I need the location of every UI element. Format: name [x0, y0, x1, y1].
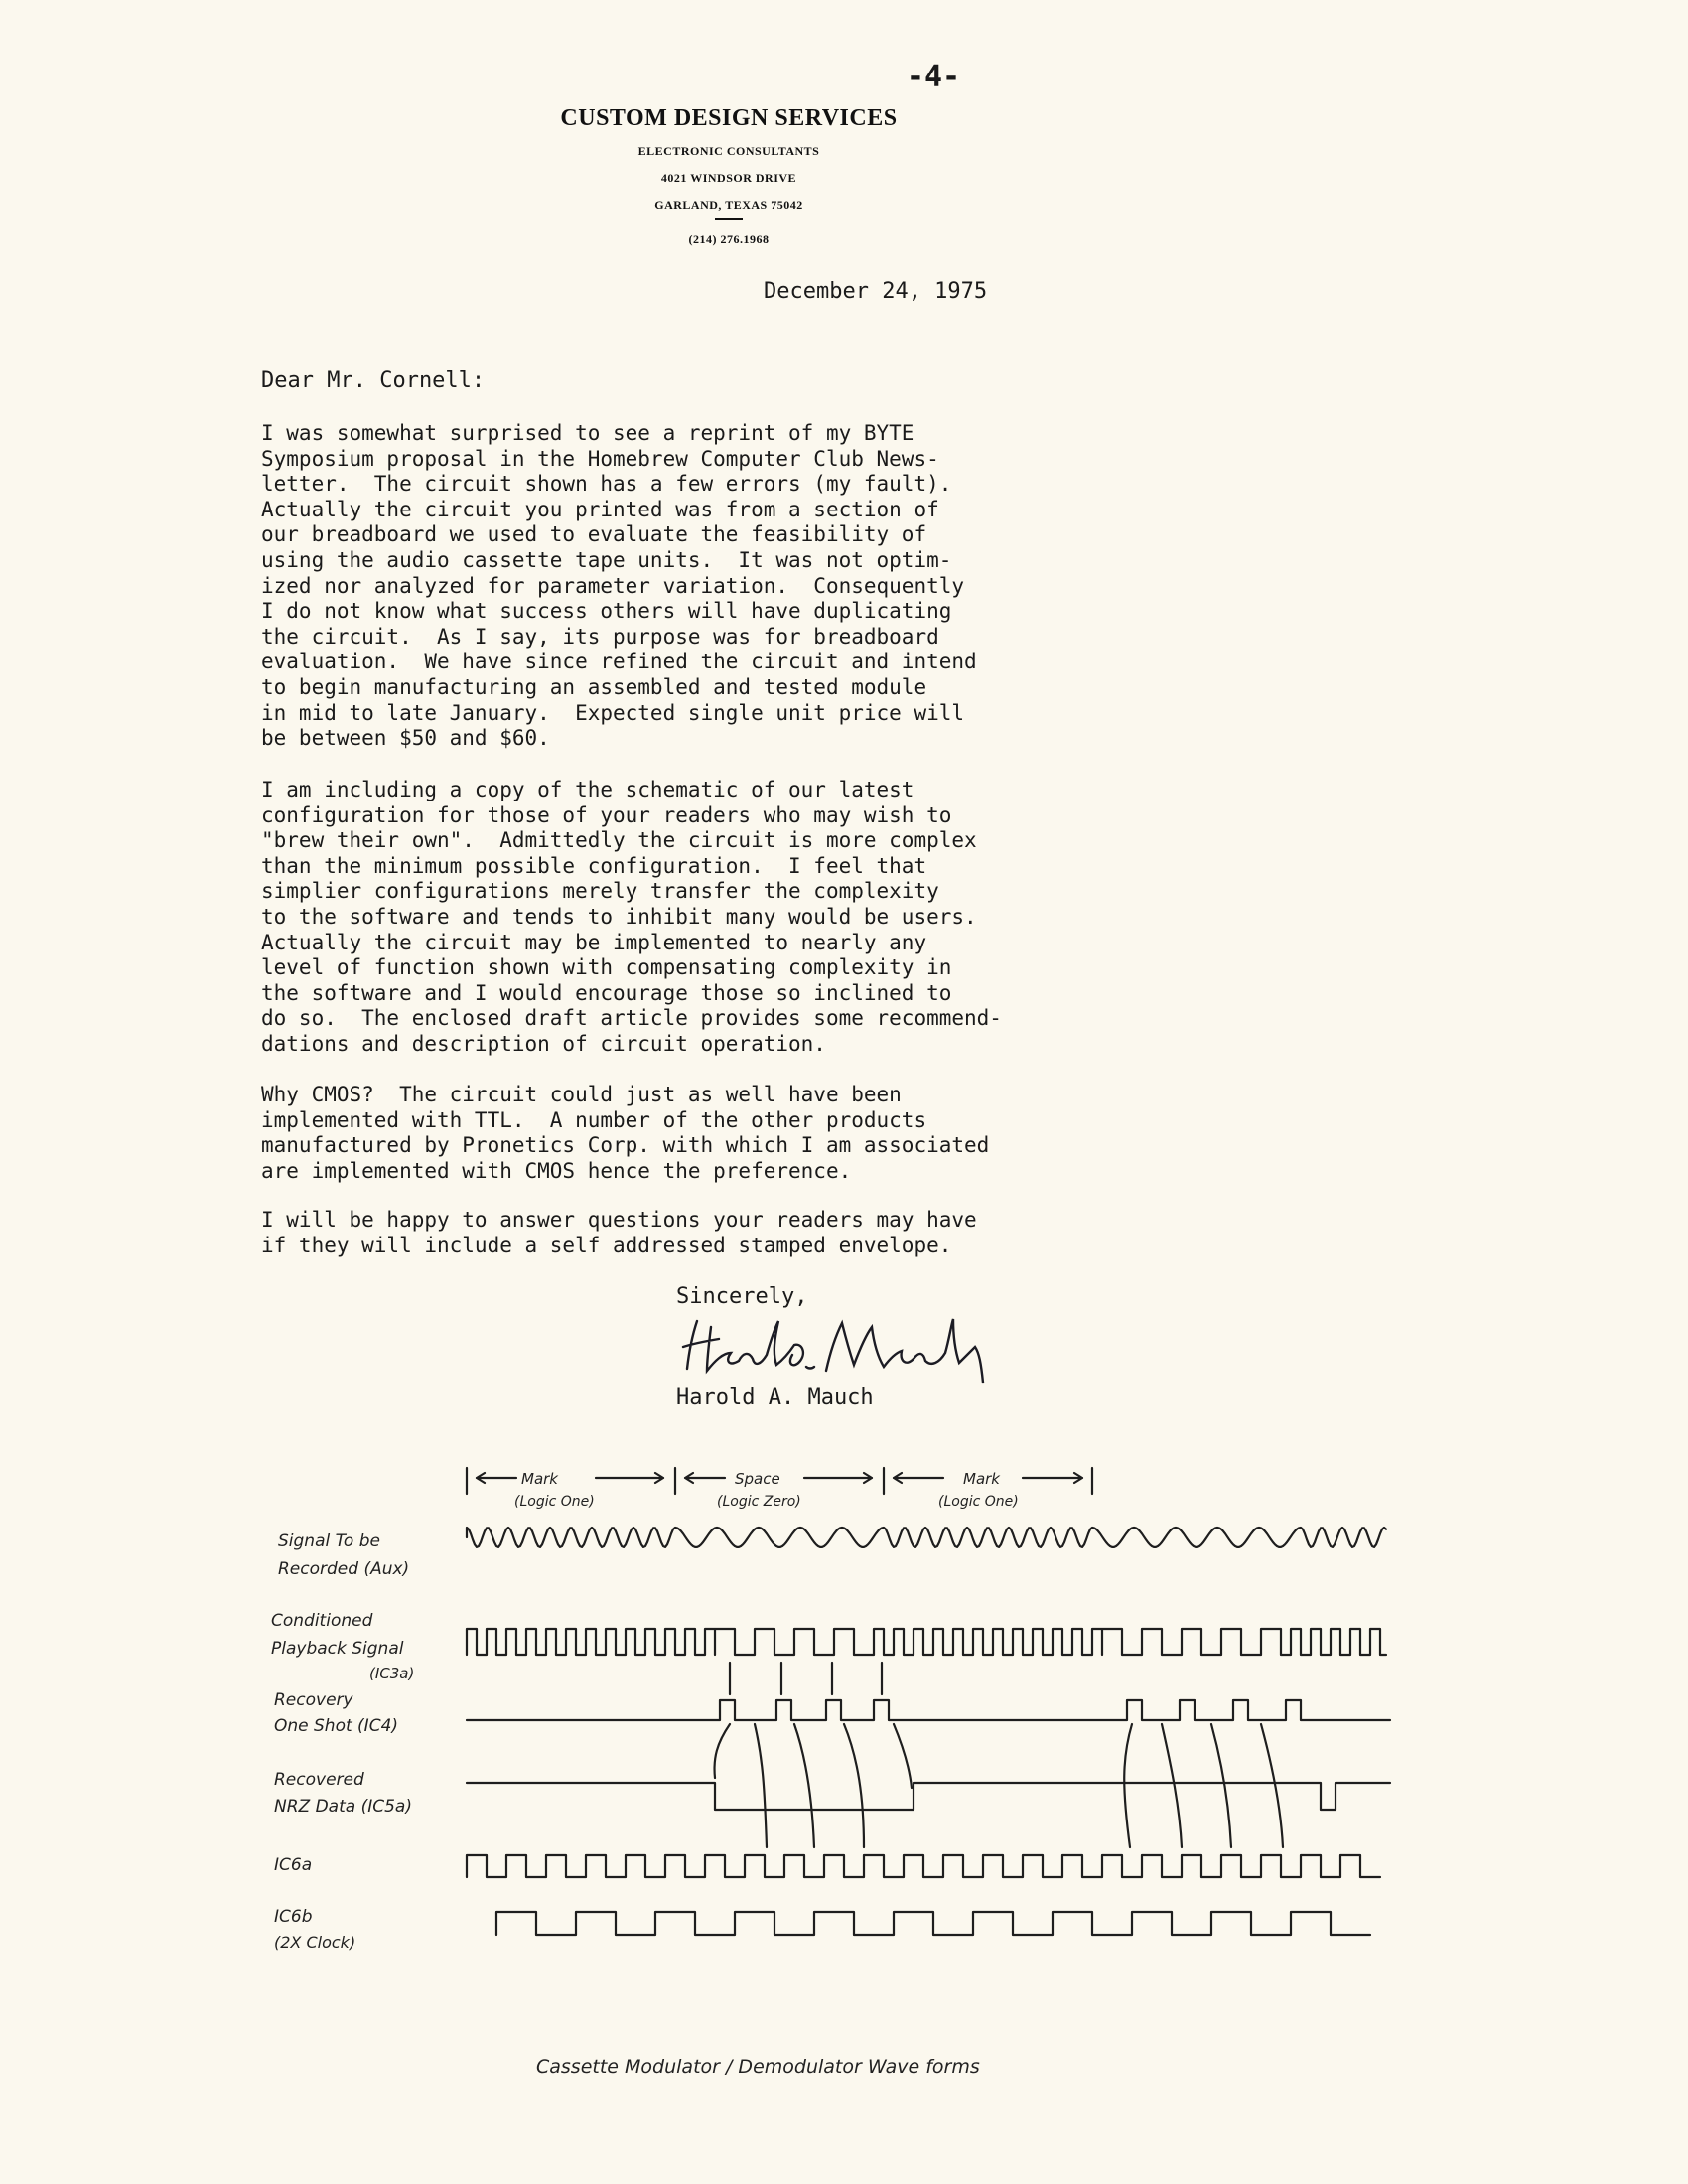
segment-arrow: [804, 1473, 872, 1483]
dependency-arrow: [1124, 1724, 1132, 1847]
company-street: 4021 WINDSOR DRIVE: [660, 171, 797, 185]
segment-mark-sublabel: (Logic One): [938, 1494, 1019, 1510]
company-name: CUSTOM DESIGN SERVICES: [560, 105, 898, 131]
signal-label: IC6b: [274, 1907, 313, 1927]
signal-label: NRZ Data (IC5a): [274, 1797, 412, 1817]
segment-arrow: [894, 1473, 943, 1483]
dependency-arrow: [715, 1724, 730, 1778]
segment-arrow: [685, 1473, 725, 1483]
dependency-arrow: [755, 1724, 767, 1847]
dependency-arrow: [1162, 1724, 1182, 1847]
body-paragraph: I am including a copy of the schematic of our latest configuration for those of your readers who may wish to "brew their own". Admittedly the circuit is more complex than the minimum possible configuration. I feel that simplier configurations merely transfer the complexity to the software and tends to inhibit many would be users. Actually the circuit may be implemented to nearly any level of function shown with compensating complexity in the software and I would encourage those so inclined to do so. The enclosed draft article provides some recommend- dations and description of circuit operation.: [261, 778, 1002, 1056]
playback-signal-wave: [467, 1629, 1386, 1655]
nrz-data-wave: [467, 1783, 1390, 1810]
letterhead-rule: [715, 218, 743, 220]
page-number: -4-: [906, 60, 961, 94]
ic6a-wave: [467, 1855, 1380, 1877]
dependency-arrow: [794, 1724, 814, 1847]
company-tagline: ELECTRONIC CONSULTANTS: [637, 144, 820, 158]
segment-arrow: [1023, 1473, 1082, 1483]
body-paragraph: I will be happy to answer questions your readers may have if they will include a self addressed stamped envelope.: [261, 1208, 977, 1257]
signal-label: (IC3a): [369, 1665, 415, 1682]
letterhead: [381, 105, 1076, 247]
company-phone: (214) 276.1968: [688, 232, 770, 246]
dependency-arrow: [1261, 1724, 1283, 1847]
segment-space-label: Space: [735, 1470, 780, 1488]
signal-label: Recovered: [274, 1770, 364, 1790]
signal-label: One Shot (IC4): [274, 1716, 399, 1736]
dependency-arrow: [1211, 1724, 1231, 1847]
letter-date: December 24, 1975: [764, 279, 988, 304]
body-paragraph: I was somewhat surprised to see a reprint of my BYTE Symposium proposal in the Homebrew Computer Club News- letter. The circuit shown has a few errors (my fault). Actually the circuit you printed was from a section of our breadboard we used to evaluate the feasibility of using the audio cassette tape units. It was not optim- ized nor analyzed for parameter variation. Consequently I do not know what success others will have duplicating the circuit. As I say, its purpose was for breadboard evaluation. We have since refined the circuit and intend to begin manufacturing an assembled and tested module in mid to late January. Expected single unit price will be between $50 and $60.: [261, 421, 977, 751]
dependency-arrow: [844, 1724, 864, 1847]
salutation: Dear Mr. Cornell:: [261, 368, 486, 393]
segment-mark-label: Mark: [521, 1470, 558, 1488]
closing: Sincerely,: [676, 1284, 808, 1309]
segment-mark-label: Mark: [963, 1470, 1000, 1488]
signal-label: Recovery: [274, 1690, 353, 1710]
segment-space-sublabel: (Logic Zero): [717, 1494, 801, 1510]
signal-label: Playback Signal: [271, 1639, 404, 1659]
diagram-caption: Cassette Modulator / Demodulator Wave forms: [536, 2056, 980, 2078]
ic6b-wave: [496, 1912, 1370, 1935]
segment-mark-sublabel: (Logic One): [514, 1494, 595, 1510]
signal-label: Recorded (Aux): [278, 1559, 410, 1579]
signal-label: IC6a: [274, 1855, 313, 1875]
segment-arrow: [596, 1473, 663, 1483]
signal-label: Conditioned: [271, 1611, 373, 1631]
one-shot-wave: [467, 1700, 1390, 1720]
signal-label: (2X Clock): [274, 1933, 356, 1952]
recorded-signal-wave: [467, 1528, 1386, 1547]
dependency-arrow: [894, 1724, 912, 1788]
signal-label: Signal To be: [278, 1531, 380, 1551]
company-city: GARLAND, TEXAS 75042: [654, 198, 803, 212]
segment-arrow: [477, 1473, 516, 1483]
body-paragraph: Why CMOS? The circuit could just as well have been implemented with TTL. A number of the other products manufactured by Pronetics Corp. with which I am associated are implemented with CMOS hence the preference.: [261, 1083, 990, 1183]
signer-name: Harold A. Mauch: [676, 1385, 874, 1410]
